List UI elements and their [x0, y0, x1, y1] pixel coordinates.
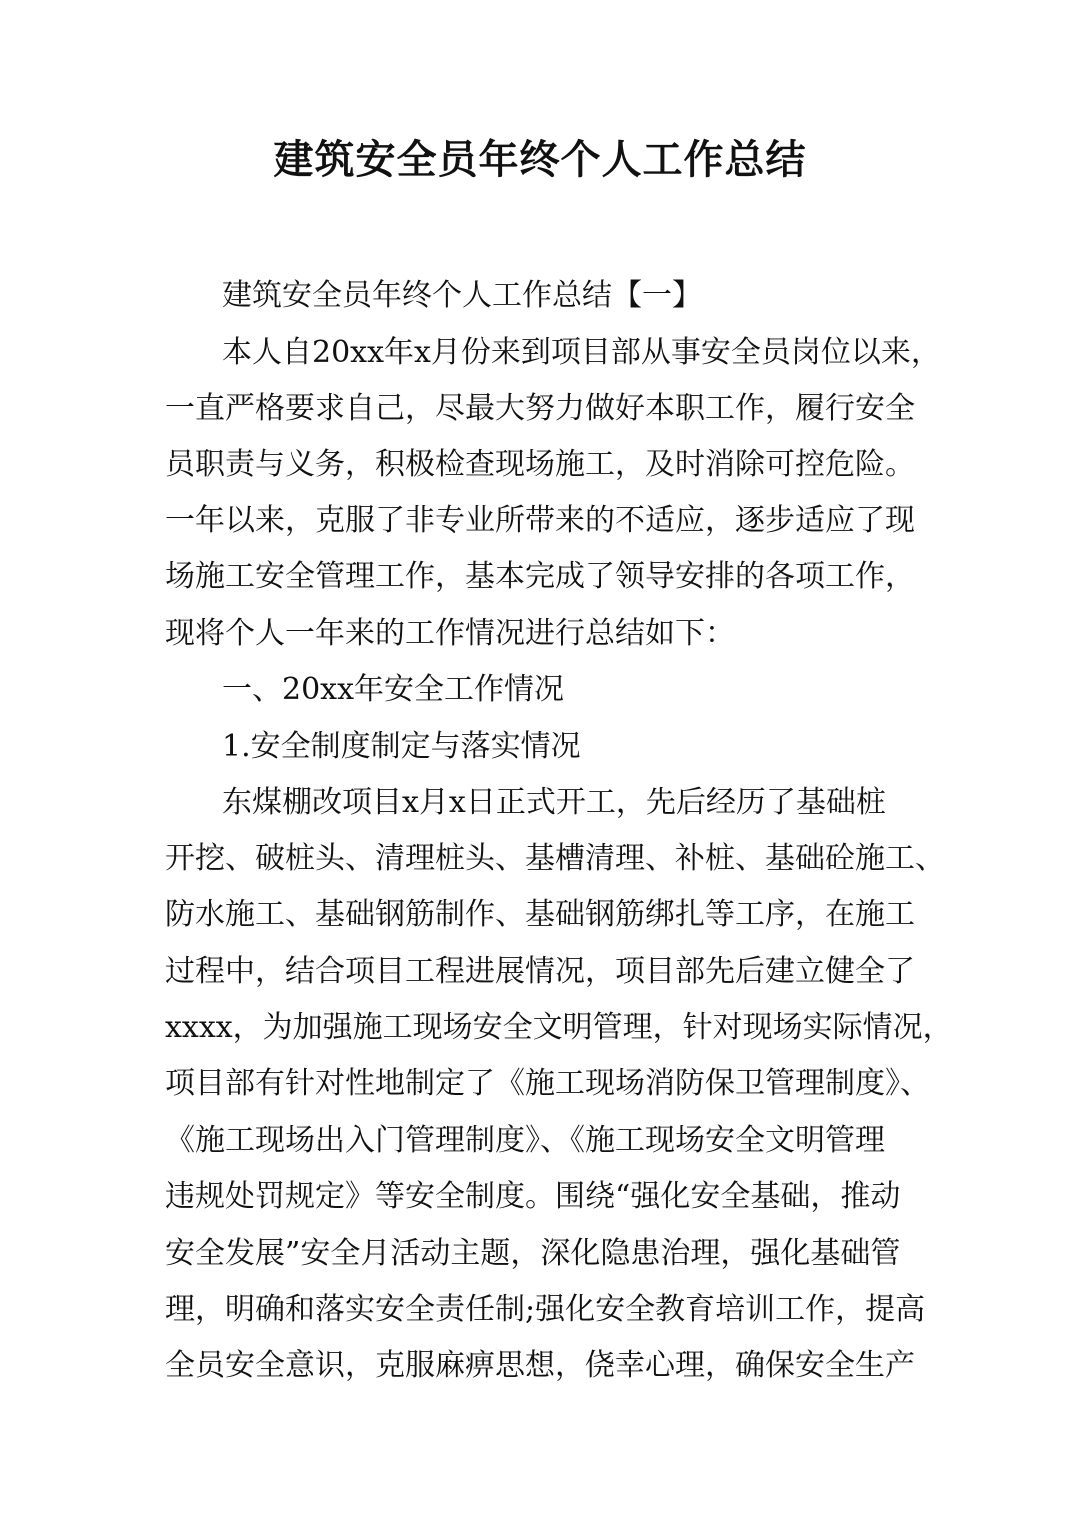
- intro-line-2: 一直严格要求自己，尽最大努力做好本职工作，履行安全: [165, 391, 915, 426]
- heading-one: 一、20xx年安全工作情况: [222, 672, 565, 707]
- body-line-6: 项目部有针对性地制定了《施工现场消防保卫管理制度》、: [165, 1066, 930, 1101]
- body-line-3: 防水施工、基础钢筋制作、基础钢筋绑扎等工序，在施工: [165, 897, 915, 932]
- intro-line-5: 场施工安全管理工作，基本完成了领导安排的各项工作，: [165, 559, 915, 594]
- intro-line-4: 一年以来，克服了非专业所带来的不适应，逐步适应了现: [165, 503, 915, 538]
- body-line-5: xxxx，为加强施工现场安全文明管理，针对现场实际情况，: [165, 1010, 953, 1045]
- body-line-2: 开挖、破桩头、清理桩头、基槽清理、补桩、基础砼施工、: [165, 841, 945, 876]
- body-line-8: 违规处罚规定》等安全制度。围绕“强化安全基础，推动: [165, 1179, 901, 1214]
- subheading-one: 1.安全制度制定与落实情况: [222, 729, 581, 764]
- body-line-10: 理，明确和落实安全责任制;强化安全教育培训工作，提高: [165, 1292, 926, 1327]
- section-heading: 建筑安全员年终个人工作总结【一】: [222, 278, 702, 313]
- body-line-4: 过程中，结合项目工程进展情况，项目部先后建立健全了: [165, 954, 915, 989]
- intro-line-1: 本人自20xx年x月份来到项目部从事安全员岗位以来，: [222, 335, 941, 370]
- body-line-11: 全员安全意识，克服麻痹思想，侥幸心理，确保安全生产: [165, 1348, 915, 1383]
- intro-line-3: 员职责与义务，积极检查现场施工，及时消除可控危险。: [165, 447, 915, 482]
- body-line-1: 东煤棚改项目x月x日正式开工，先后经历了基础桩: [222, 785, 886, 820]
- body-line-7: 《施工现场出入门管理制度》、《施工现场安全文明管理: [165, 1123, 885, 1158]
- intro-line-6: 现将个人一年来的工作情况进行总结如下：: [165, 616, 735, 651]
- body-line-9: 安全发展”安全月活动主题，深化隐患治理，强化基础管: [165, 1236, 901, 1271]
- document-title: 建筑安全员年终个人工作总结: [273, 137, 807, 183]
